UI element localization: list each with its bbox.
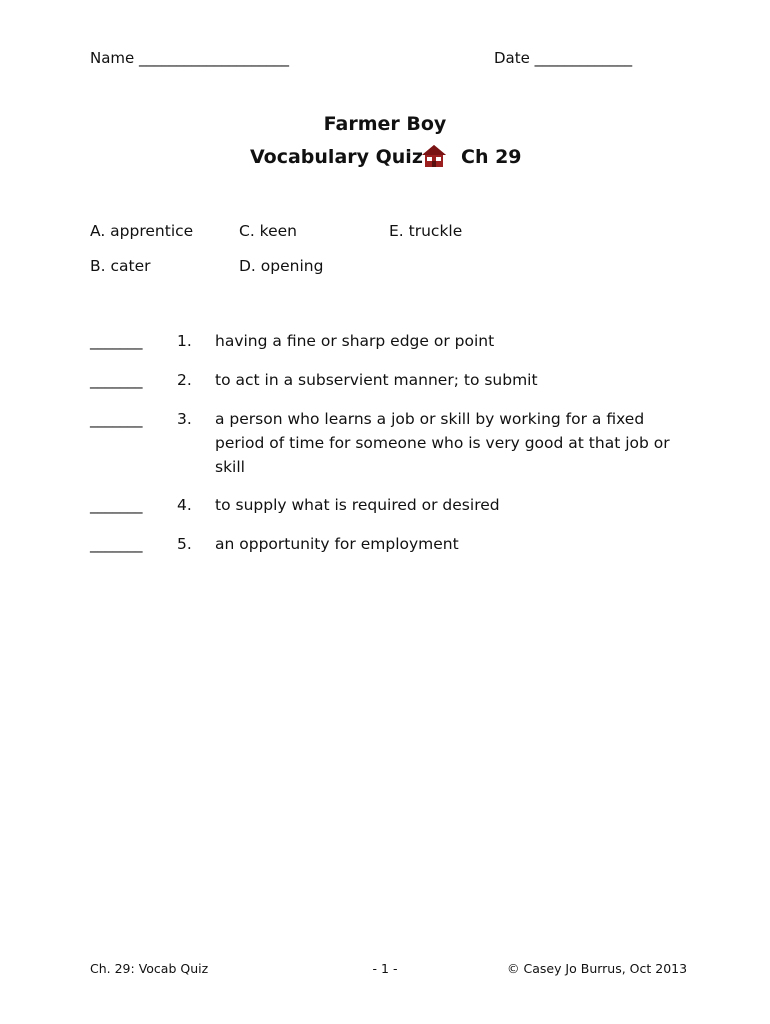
answer-blank[interactable]: _______ <box>90 496 143 514</box>
subtitle-left: Vocabulary Quiz <box>250 146 423 168</box>
date-field-label: Date _____________ <box>494 49 633 67</box>
question-definition: having a fine or sharp edge or point <box>215 332 495 350</box>
question-definition: a person who learns a job or skill by working for a fixed period of time for someone who is very good at that job or skill <box>215 410 670 476</box>
word-bank-item-b: B. cater <box>90 257 151 275</box>
word-bank-item-a: A. apprentice <box>90 222 194 240</box>
question-number: 4. <box>177 496 192 514</box>
house-icon <box>421 143 447 169</box>
word-bank-item-e: E. truckle <box>389 222 463 240</box>
footer-left: Ch. 29: Vocab Quiz <box>90 961 209 976</box>
page-title: Farmer Boy <box>323 113 447 135</box>
question-number: 2. <box>177 371 192 389</box>
question-number: 5. <box>177 535 192 553</box>
footer-copyright: © Casey Jo Burrus, Oct 2013 <box>507 961 688 976</box>
page-number: - 1 - <box>372 961 398 976</box>
question-definition: an opportunity for employment <box>215 535 459 553</box>
question-definition: to supply what is required or desired <box>215 496 500 514</box>
subtitle-chapter: Ch 29 <box>461 146 522 168</box>
word-bank-item-d: D. opening <box>239 257 324 275</box>
question-definition: to act in a subservient manner; to submit <box>215 371 538 389</box>
question-number: 1. <box>177 332 192 350</box>
answer-blank[interactable]: _______ <box>90 410 143 428</box>
word-bank-item-c: C. keen <box>239 222 297 240</box>
answer-blank[interactable]: _______ <box>90 332 143 350</box>
question-number: 3. <box>177 410 192 428</box>
name-field-label: Name ____________________ <box>90 49 290 67</box>
answer-blank[interactable]: _______ <box>90 371 143 389</box>
answer-blank[interactable]: _______ <box>90 535 143 553</box>
